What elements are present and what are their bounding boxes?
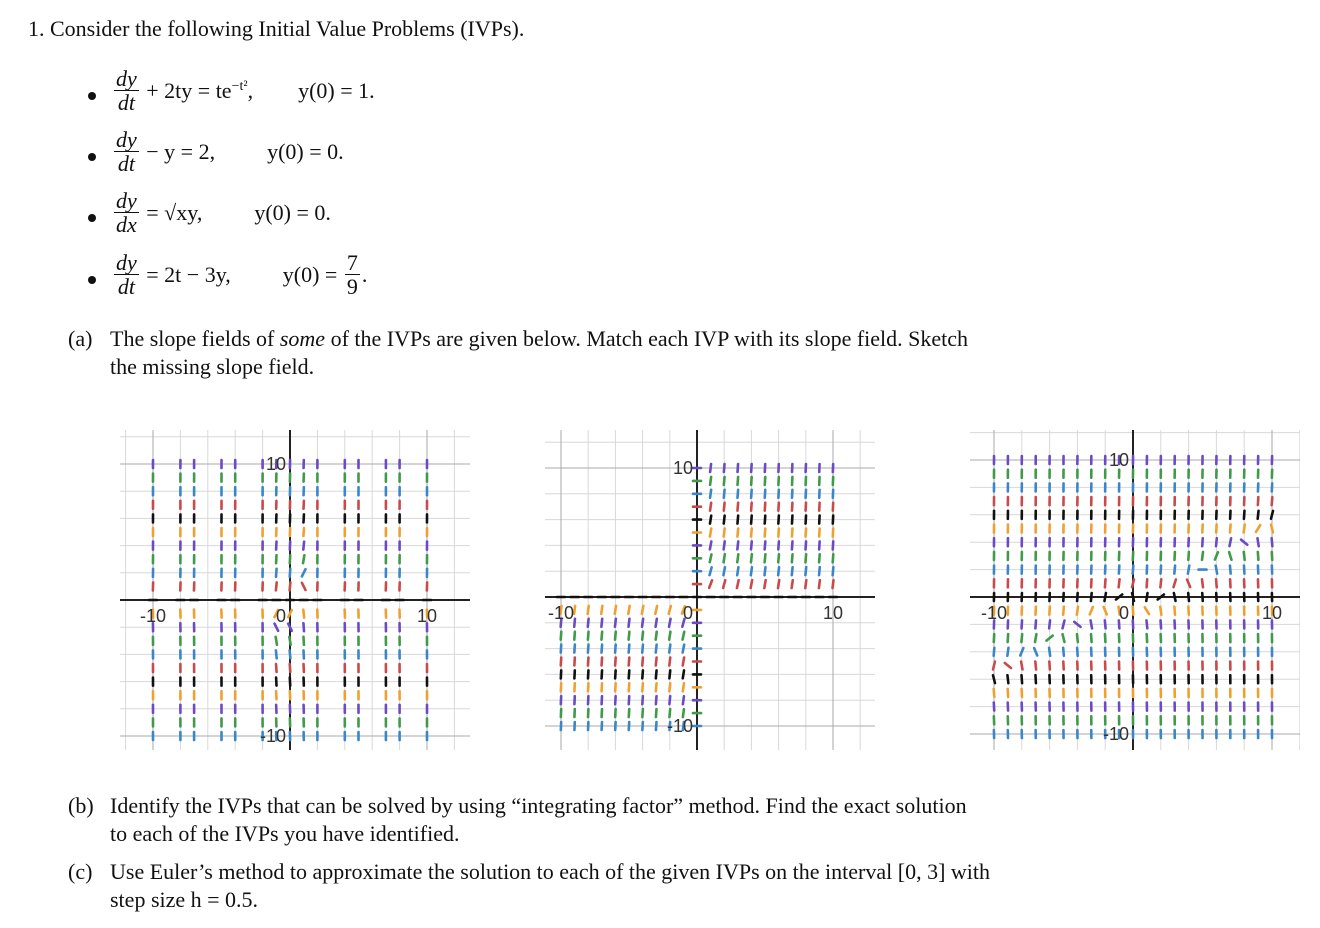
slope-segment	[288, 610, 292, 617]
slope-segment	[1258, 552, 1259, 560]
slope-segment	[1230, 566, 1231, 574]
part-b-label: (b)	[68, 793, 94, 818]
slope-segment	[561, 632, 562, 640]
slope-segment	[1022, 675, 1023, 683]
slope-segment	[303, 542, 304, 550]
slope-segment	[303, 528, 304, 536]
ivp-rhs: − y = 2,	[140, 138, 216, 164]
slope-segment	[276, 650, 277, 658]
frac-den: dt	[117, 151, 135, 177]
slope-segment	[1035, 634, 1036, 642]
part-a-label: (a)	[68, 326, 93, 351]
slope-segment	[724, 503, 725, 511]
slope-segment	[642, 645, 643, 653]
slope-segment	[290, 582, 291, 590]
slope-field-3	[970, 430, 1300, 750]
ivp-initial-condition: y(0) = 0.	[267, 138, 344, 164]
bullet	[88, 92, 96, 100]
slope-segment	[792, 541, 793, 549]
slope-segment	[683, 683, 684, 691]
tick-label-x-min: -10	[547, 603, 575, 623]
slope-segment	[1020, 648, 1023, 655]
slope-segment	[288, 624, 292, 631]
tick-label-x-min: -10	[139, 606, 167, 626]
slope-segment	[765, 541, 766, 549]
slope-segment	[1272, 497, 1273, 505]
slope-segment	[642, 683, 643, 691]
slope-segment	[615, 619, 616, 627]
slope-segment	[1007, 648, 1008, 656]
slope-segment	[615, 632, 616, 640]
slope-segment	[302, 569, 306, 576]
slope-segment	[276, 569, 277, 577]
slope-segment	[723, 567, 724, 575]
tick-label-y-max: 10	[672, 458, 693, 478]
slope-segment	[1216, 566, 1217, 574]
slope-segment	[1147, 579, 1148, 587]
slope-segment	[765, 567, 766, 575]
slope-segment	[993, 675, 995, 683]
slope-segment	[601, 619, 602, 627]
slope-segment	[290, 650, 291, 658]
slope-segment	[1049, 648, 1050, 656]
ivp-4	[112, 251, 367, 298]
slope-segment	[738, 464, 739, 472]
frac-num: dy	[116, 127, 137, 152]
slope-segment	[615, 606, 616, 614]
slope-segment	[1105, 579, 1106, 587]
slope-segment	[724, 541, 725, 549]
slope-segment	[723, 580, 725, 588]
slope-segment	[574, 619, 575, 627]
slope-segment	[669, 632, 670, 640]
slope-segment	[1035, 620, 1036, 628]
ivp-3	[112, 189, 331, 236]
slope-segment	[1229, 552, 1231, 560]
slope-segment	[994, 689, 995, 697]
slope-segment	[629, 632, 630, 640]
question-heading	[28, 16, 524, 42]
slope-segment	[819, 541, 820, 549]
slope-segment	[737, 541, 738, 549]
frac-den: dt	[117, 90, 135, 116]
slope-segment	[1244, 525, 1245, 533]
slope-segment	[1008, 634, 1009, 642]
slope-segment	[1090, 607, 1093, 614]
slope-segment	[833, 580, 834, 588]
frac-den: dt	[117, 274, 135, 300]
slope-segment	[1105, 620, 1106, 628]
slope-segment	[792, 580, 793, 588]
slope-segment	[778, 516, 779, 524]
slope-segment	[1049, 620, 1050, 628]
slope-segment	[709, 580, 712, 587]
ivp-tail: ,	[247, 77, 254, 103]
slope-segment	[656, 619, 657, 627]
slope-segment	[819, 567, 820, 575]
slope-segment	[724, 464, 725, 472]
slope-segment	[615, 658, 616, 666]
slope-segment	[1188, 566, 1189, 574]
slope-segment	[737, 503, 738, 511]
slope-segment	[289, 637, 290, 645]
slope-segment	[1021, 662, 1022, 670]
slope-segment	[588, 619, 589, 627]
slope-segment	[290, 569, 291, 577]
slope-segment	[819, 580, 820, 588]
slope-segment	[737, 490, 738, 498]
emphasis: some	[279, 326, 326, 351]
slope-segment	[737, 580, 739, 588]
slope-segment	[778, 567, 779, 575]
slope-segment	[710, 464, 711, 472]
slope-segment	[724, 477, 725, 485]
ivp-exponent: −t²	[231, 79, 248, 94]
slope-segment	[629, 670, 630, 678]
slope-segment	[276, 582, 277, 590]
part-a-text	[110, 326, 968, 352]
tick-label-y-min: -10	[1102, 724, 1129, 744]
frac-den: 9	[346, 274, 358, 300]
slope-segment	[833, 554, 834, 562]
slope-segment	[302, 583, 306, 590]
ivp-initial-condition: y(0) = 0.	[254, 199, 331, 225]
slope-segment	[805, 554, 806, 562]
slope-segment	[1202, 552, 1203, 560]
slope-segment	[1187, 580, 1190, 587]
slope-segment	[1145, 607, 1149, 614]
slope-segment	[1063, 607, 1064, 615]
slope-segment	[1216, 579, 1217, 587]
slope-segment	[1146, 620, 1147, 628]
tick-label-x-max: 10	[1261, 603, 1283, 623]
slope-segment	[710, 554, 712, 562]
slope-field-2	[545, 430, 875, 750]
slope-segment	[642, 670, 643, 678]
slope-segment	[792, 529, 793, 537]
slope-field-1	[120, 430, 470, 750]
slope-segment	[656, 645, 657, 653]
slope-segment	[642, 709, 643, 717]
slope-segment	[602, 658, 603, 666]
slope-segment	[588, 645, 589, 653]
bullet	[88, 214, 96, 222]
question-intro: Consider the following Initial Value Problems (IVPs).	[50, 16, 525, 41]
slope-segment	[1174, 579, 1176, 587]
slope-segment	[1230, 525, 1231, 533]
text: of the IVPs are given below. Match each IVP with its slope field. Sketch	[325, 326, 969, 351]
slope-segment	[710, 567, 712, 575]
slope-segment	[765, 529, 766, 537]
bullet	[88, 153, 96, 161]
slope-segment	[1104, 607, 1107, 614]
slope-segment	[1021, 634, 1022, 642]
frac-den: dx	[116, 212, 137, 238]
tick-label-y-max: 10	[1108, 450, 1129, 470]
slope-segment	[994, 648, 995, 656]
slope-segment	[792, 567, 793, 575]
slope-segment	[737, 516, 738, 524]
slope-segment	[1215, 552, 1218, 559]
slope-segment	[1160, 579, 1161, 587]
slope-segment	[683, 696, 684, 704]
slope-segment	[1257, 538, 1258, 546]
slope-segment	[1272, 538, 1273, 546]
slope-segment	[669, 606, 671, 614]
slope-segment	[1091, 593, 1092, 601]
slope-segment	[819, 554, 820, 562]
slope-segment	[1105, 593, 1106, 601]
slope-segment	[1091, 634, 1092, 642]
slope-segment	[574, 632, 575, 640]
slope-segment	[615, 670, 616, 678]
slope-segment	[751, 580, 752, 588]
slope-segment	[1049, 662, 1050, 670]
slope-segment	[710, 516, 711, 524]
tick-label-origin: 0	[682, 603, 693, 623]
part-c-label: (c)	[68, 859, 93, 884]
slope-segment	[574, 606, 575, 614]
frac-num: dy	[116, 66, 137, 91]
slope-segment	[615, 645, 616, 653]
slope-segment	[276, 664, 277, 672]
slope-segment	[656, 696, 657, 704]
tick-label-x-max: 10	[416, 606, 438, 626]
ivp-1	[112, 67, 375, 114]
slope-segment	[1188, 552, 1189, 560]
slope-segment	[683, 670, 684, 678]
ivp-initial-condition: y(0) = 1.	[298, 77, 375, 103]
slope-segment	[602, 645, 603, 653]
slope-segment	[710, 503, 711, 511]
slope-segment	[1005, 663, 1011, 668]
slope-segment	[601, 632, 602, 640]
slope-segment	[751, 490, 752, 498]
tick-label-origin: 0	[275, 606, 286, 626]
slope-segment	[1216, 538, 1217, 546]
slope-segment	[1244, 552, 1245, 560]
slope-segment	[290, 664, 291, 672]
slope-segment	[656, 670, 657, 678]
ivp-2	[112, 128, 344, 175]
slope-segment	[683, 645, 684, 653]
tick-label-x-max: 10	[822, 603, 844, 623]
slope-segment	[669, 670, 670, 678]
slope-segment	[751, 516, 752, 524]
slope-segment	[1174, 593, 1176, 601]
slope-segment	[806, 541, 807, 549]
slope-segment	[993, 662, 995, 670]
slope-segment	[1174, 566, 1175, 574]
part-a-text-line2: the missing slope field.	[110, 354, 315, 379]
slope-segment	[1271, 525, 1273, 533]
slope-segment	[1188, 593, 1189, 601]
text: The slope fields of	[110, 326, 280, 351]
part-b-text-line2: to each of the IVPs you have identified.	[110, 821, 460, 846]
slope-segment	[1174, 607, 1175, 615]
slope-segment	[778, 541, 779, 549]
slope-segment	[751, 477, 752, 485]
slope-segment	[778, 554, 779, 562]
slope-segment	[1063, 634, 1065, 642]
tick-label-y-min: -10	[666, 716, 693, 736]
slope-segment	[642, 658, 643, 666]
slope-segment	[1007, 675, 1008, 683]
slope-segment	[588, 632, 589, 640]
slope-segment	[1119, 579, 1120, 587]
slope-segment	[765, 516, 766, 524]
slope-segment	[1256, 525, 1260, 532]
slope-segment	[778, 529, 779, 537]
ivp-initial-condition: y(0) =	[282, 261, 343, 287]
slope-segment	[805, 567, 806, 575]
slope-segment	[656, 632, 657, 640]
slope-segment	[656, 722, 657, 730]
slope-segment	[765, 503, 766, 511]
part-c-text: Use Euler’s method to approximate the solution to each of the given IVPs on the interval [0, 3] with	[110, 859, 991, 884]
slope-segment	[1063, 648, 1064, 656]
tick-label-origin: 0	[1118, 603, 1129, 623]
slope-segment	[1034, 648, 1037, 655]
slope-segment	[710, 541, 711, 549]
slope-segment	[669, 619, 670, 627]
slope-segment	[737, 567, 738, 575]
frac-num: 7	[346, 250, 358, 275]
ivp-rhs: = 2t − 3y,	[140, 261, 231, 287]
slope-segment	[751, 567, 752, 575]
slope-segment	[751, 554, 752, 562]
slope-segment	[1133, 607, 1134, 615]
slope-segment	[303, 610, 304, 618]
slope-segment	[1202, 579, 1203, 587]
slope-segment	[1160, 607, 1161, 615]
slope-segment	[1146, 593, 1147, 601]
slope-segment	[751, 541, 752, 549]
slope-segment	[629, 683, 630, 691]
slope-segment	[1077, 593, 1078, 601]
slope-segment	[629, 645, 630, 653]
bullet	[88, 276, 96, 284]
slope-segment	[1077, 607, 1078, 615]
part-b-text: Identify the IVPs that can be solved by using “integrating factor” method. Find the exact solution	[110, 793, 967, 818]
slope-segment	[601, 606, 602, 614]
slope-segment	[303, 623, 304, 631]
slope-segment	[724, 490, 725, 498]
slope-segment	[1133, 566, 1134, 574]
slope-segment	[669, 658, 670, 666]
slope-segment	[656, 658, 657, 666]
slope-segment	[303, 555, 304, 563]
slope-segment	[669, 683, 670, 691]
slope-segment	[710, 490, 711, 498]
slope-segment	[737, 554, 738, 562]
slope-segment	[778, 580, 779, 588]
slope-segment	[724, 516, 725, 524]
slope-segment	[588, 606, 589, 614]
slope-segment	[669, 645, 670, 653]
part-c-text-line2: step size h = 0.5.	[110, 887, 259, 912]
slope-segment	[724, 529, 725, 537]
slope-segment	[1271, 511, 1273, 519]
slope-segment	[642, 696, 643, 704]
slope-segment	[710, 477, 711, 485]
slope-segment	[642, 632, 643, 640]
slope-segment	[642, 619, 643, 627]
slope-segment	[628, 606, 629, 614]
frac-num: dy	[116, 250, 137, 275]
slope-segment	[642, 606, 643, 614]
slope-segment	[629, 619, 630, 627]
slope-segment	[574, 645, 575, 653]
slope-segment	[805, 580, 806, 588]
slope-segment	[764, 580, 765, 588]
slope-segment	[1244, 511, 1245, 519]
slope-segment	[683, 632, 685, 640]
slope-segment	[792, 554, 793, 562]
slope-segment	[1258, 511, 1259, 519]
ivp-rhs: + 2ty = te	[140, 77, 232, 103]
slope-segment	[1229, 538, 1231, 546]
frac-num: dy	[116, 188, 137, 213]
slope-segment	[1035, 662, 1036, 670]
slope-segment	[833, 567, 834, 575]
tick-label-y-max: 10	[265, 454, 286, 474]
slope-segment	[751, 529, 752, 537]
slope-segment	[276, 637, 277, 645]
slope-segment	[1077, 634, 1078, 642]
slope-segment	[737, 529, 738, 537]
slope-segment	[710, 529, 711, 537]
slope-segment	[724, 554, 725, 562]
slope-segment	[1091, 620, 1092, 628]
slope-segment	[656, 683, 657, 691]
slope-segment	[1063, 621, 1065, 629]
slope-segment	[738, 477, 739, 485]
ivp-tail: .	[361, 261, 368, 287]
slope-segment	[629, 658, 630, 666]
slope-segment	[1161, 620, 1162, 628]
slope-segment	[751, 503, 752, 511]
question-number: 1.	[28, 16, 45, 41]
tick-label-x-min: -10	[980, 603, 1008, 623]
ivp-rhs: = √xy,	[140, 199, 203, 225]
slope-segment	[683, 658, 684, 666]
slope-segment	[656, 709, 657, 717]
slope-segment	[765, 554, 766, 562]
slope-segment	[669, 696, 670, 704]
tick-label-y-min: -10	[259, 726, 286, 746]
slope-segment	[655, 606, 657, 614]
